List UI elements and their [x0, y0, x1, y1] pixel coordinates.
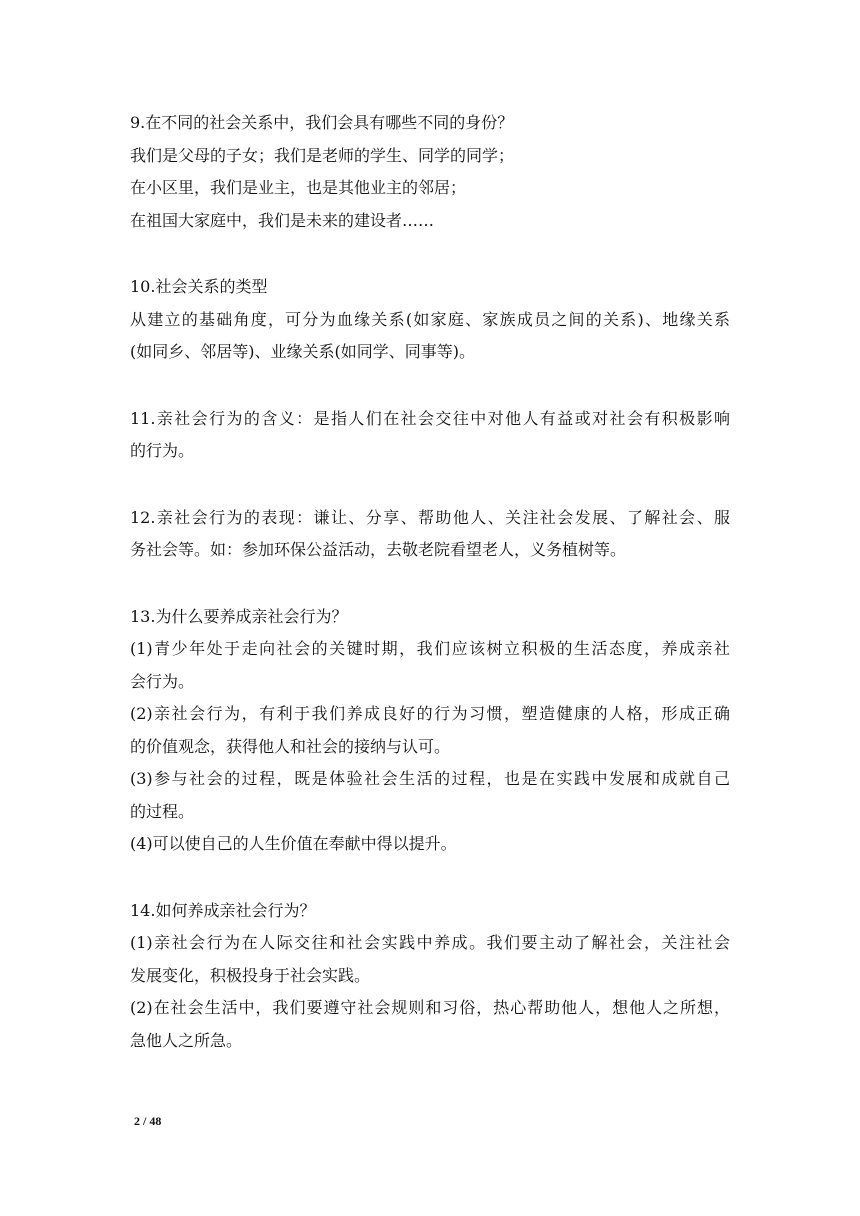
q14-line-1: (1)亲社会行为在人际交往和社会实践中养成。我们要主动了解社会，关注社会 [130, 933, 730, 952]
q13-line-5: (3)参与社会的过程，既是体验社会生活的过程，也是在实践中发展和成就自己 [130, 769, 730, 788]
q10-line-2: (如同乡、邻居等)、业缘关系(如同学、同事等)。 [130, 342, 475, 361]
q14-line-2: 发展变化，积极投身于社会实践。 [130, 965, 371, 985]
q13-line-2: 会行为。 [130, 671, 195, 691]
q9-line-1: 我们是父母的子女；我们是老师的学生、同学的同学； [130, 145, 515, 165]
q13-line-1: (1)青少年处于走向社会的关键时期，我们应该树立积极的生活态度，养成亲社 [130, 639, 730, 658]
q11-line-1: 11.亲社会行为的含义：是指人们在社会交往中对他人有益或对社会有积极影响 [130, 408, 730, 428]
q13-line-4: 的价值观念，获得他人和社会的接纳与认可。 [130, 736, 451, 756]
q11-line-2: 的行为。 [130, 441, 195, 460]
section-q13 [130, 601, 730, 861]
section-q9 [130, 107, 730, 237]
section-q14 [130, 895, 730, 1058]
document-body [130, 107, 730, 1091]
section-q12 [130, 502, 730, 567]
q14-line-4: 急他人之所急。 [130, 1030, 243, 1050]
q9-heading: 9.在不同的社会关系中，我们会具有哪些不同的身份？ [130, 113, 514, 132]
page-number: 2 / 48 [134, 1114, 162, 1128]
q14-heading: 14.如何养成亲社会行为？ [130, 900, 316, 920]
q14-line-3: (2)在社会生活中，我们要遵守社会规则和习俗，热心帮助他人，想他人之所想， [130, 998, 730, 1017]
q9-line-2: 在小区里，我们是业主，也是其他业主的邻居； [130, 178, 467, 197]
section-q11 [130, 403, 730, 468]
q12-line-1: 12.亲社会行为的表现：谦让、分享、帮助他人、关注社会发展、了解社会、服 [130, 507, 730, 527]
q13-line-3: (2)亲社会行为，有利于我们养成良好的行为习惯，塑造健康的人格，形成正确 [130, 704, 730, 723]
q13-line-6: 的过程。 [130, 801, 195, 821]
q13-line-7: (4)可以使自己的人生价值在奉献中得以提升。 [130, 834, 457, 853]
section-q10 [130, 271, 730, 369]
q12-line-2: 务社会等。如：参加环保公益活动，去敬老院看望老人，义务植树等。 [130, 540, 627, 559]
q13-heading: 13.为什么要养成亲社会行为？ [130, 606, 348, 626]
q10-heading: 10.社会关系的类型 [130, 277, 268, 296]
q10-line-1: 从建立的基础角度，可分为血缘关系(如家庭、家族成员之间的关系)、地缘关系 [130, 309, 730, 329]
q9-line-3: 在祖国大家庭中，我们是未来的建设者…… [130, 210, 435, 230]
